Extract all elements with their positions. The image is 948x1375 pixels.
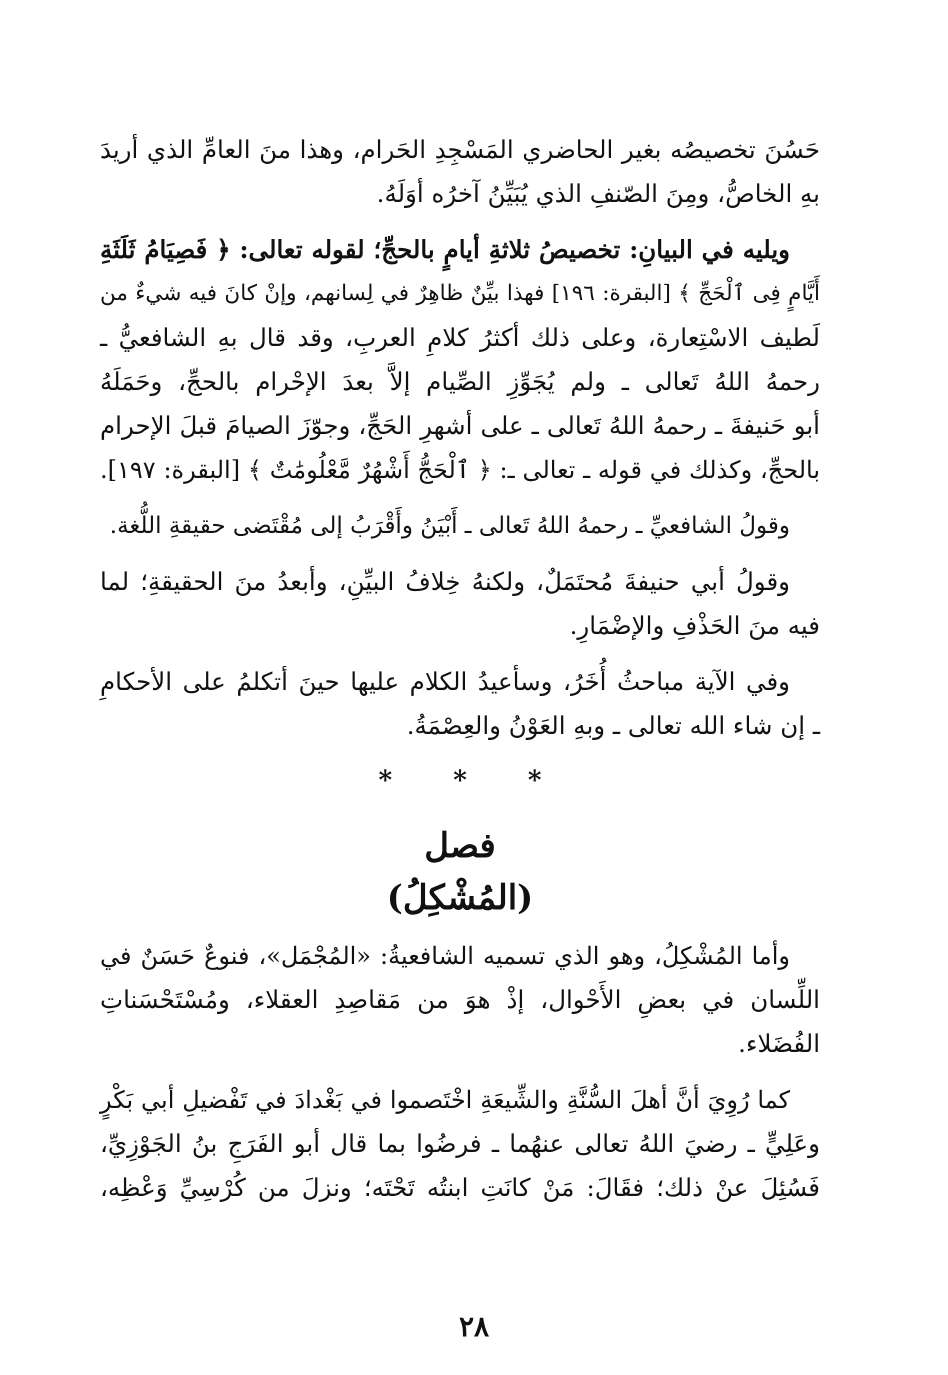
text-line: بالحجِّ، وكذلك في قوله ـ تعالى ـ: ﴿ ٱلْحَجُّ أَشْهُرٌ مَّعْلُومَٰتٌ ﴾ [البقرة: ١٩٧]. [100,456,820,484]
text-line: لَطيف الاسْتِعارة، وعلى ذلك أكثرُ كلامِ العربِ، وقد قال بهِ الشافعيُّ ـ [100,323,820,352]
paragraph-7 [100,1078,820,1210]
text-line: الفُضَلاء. [738,1029,820,1058]
text-line: كما رُوِيَ أنَّ أهلَ السُّنَّةِ والشِّيعَةِ اخْتَصموا في بَغْدادَ في تَفْضيلِ أبي بَكْرٍ [100,1086,790,1114]
text-line: أَيَّامٍ فِى ٱلْحَجِّ ﴾ [البقرة: ١٩٦] فهذا بيِّنٌ ظاهِرٌ في لِسانهم، وإنْ كانَ فيه شيءٌ من [100,281,820,306]
paragraph-4 [100,560,820,648]
text-line: اللِّسان في بعضِ الأَحْوال، إذْ هوَ من مَقاصِدِ العقلاء، ومُسْتَحْسَناتِ [100,985,820,1014]
page-body [100,128,820,1222]
section-title: فصل [424,826,496,866]
text-line: حَسُنَ تخصيصُه بغير الحاضري المَسْجِدِ الحَرام، وهذا منَ العامِّ الذي أريدَ [100,135,820,164]
text-line: وعَلِيٍّ ـ رضيَ اللهُ تعالى عنهُما ـ فرضُوا بما قال أبو الفَرَجِ بنُ الجَوْزِيِّ، [100,1129,820,1158]
text-line: فَسُئِلَ عنْ ذلك؛ فقَالَ: مَنْ كانَتِ ابنتُه تَحْتَه؛ ونزلَ من كُرْسِيِّ وَعْظِه، [100,1173,820,1202]
text-line: ـ إن شاء الله تعالى ـ وبهِ العَوْنُ والعِصْمَةُ. [406,711,820,740]
section-separator: * * * [378,766,568,796]
paragraph-1 [100,128,820,216]
text-line: وأما المُشْكِلُ، وهو الذي تسميه الشافعيةُ: «المُجْمَل»، فنوعٌ حَسَنٌ في [100,942,790,970]
text-line: وقولُ الشافعيِّ ـ رحمهُ اللهُ تَعالى ـ أَبْيَنُ وأَقْرَبُ إلى مُقْتَضى حقيقةِ اللُّغة. [109,513,790,539]
text-line: رحمهُ اللهُ تَعالى ـ ولم يُجَوِّزِ الصِّيام إلاَّ بعدَ الإحْرام بالحجِّ، وحَمَلَهُ [100,367,820,396]
text-line: بهِ الخاصُّ، ومِنَ الصّنفِ الذي يُبَيِّنُ آخرُه أوَلَهُ. [376,179,820,208]
text-line: أبو حَنيفةَ ـ رحمهُ اللهُ تَعالى ـ على أشهرِ الحَجِّ، وجوّزَ الصيامَ قبلَ الإحرام [100,411,820,440]
page-number: ٢٨ [458,1310,490,1343]
section-subtitle: (المُشْكِلُ) [386,878,534,918]
paragraph-2 [100,228,820,492]
text-line: وقولُ أبي حنيفةَ مُحتَمَلٌ، ولكنهُ خِلافُ البيِّنِ، وأبعدُ منَ الحقيقةِ؛ لما [100,567,790,596]
paragraph-6 [100,934,820,1066]
text-line: فيه منَ الحَذْفِ والإضْمَارِ. [569,611,820,640]
text-line: وفي الآية مباحثُ أُخَرُ، وسأعيدُ الكلام عليها حينَ أتكلمُ على الأحكامِ [100,667,790,696]
paragraph-3 [100,504,820,548]
paragraph-5 [100,660,820,748]
text-line: ويليه في البيانِ: تخصيصُ ثلاثةِ أيامٍ بالحجِّ؛ لقوله تعالى: ﴿ فَصِيَامُ ثَلَثَةِ [100,235,790,264]
